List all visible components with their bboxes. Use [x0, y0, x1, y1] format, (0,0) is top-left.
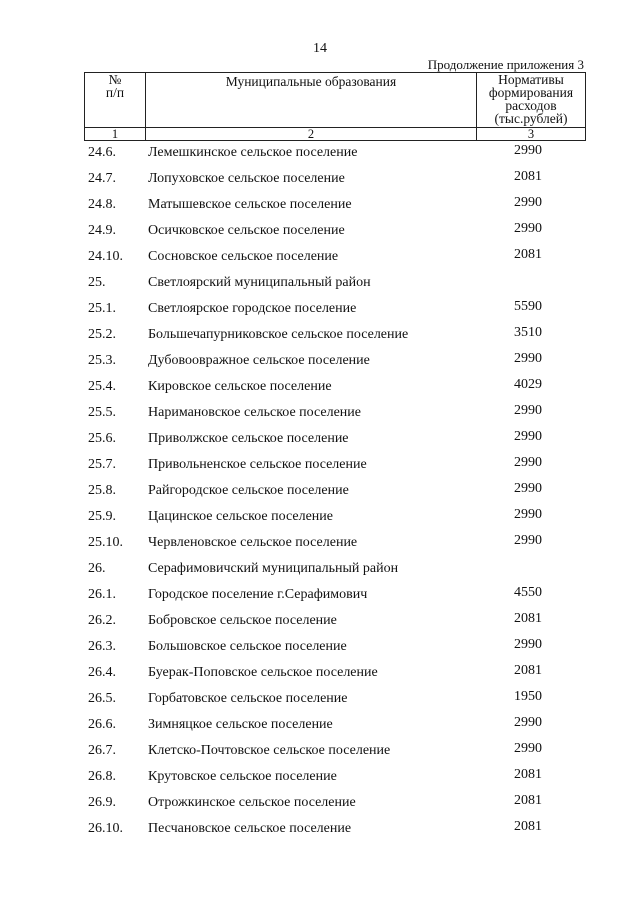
table-body [0, 140, 640, 842]
row-municipality-name: Дубовоовражное сельское поселение [148, 353, 370, 368]
table-row [0, 530, 640, 556]
row-norm-value: 2081 [514, 169, 542, 184]
row-norm-value: 4029 [514, 377, 542, 392]
row-norm-value: 2081 [514, 611, 542, 626]
table-row [0, 244, 640, 270]
row-norm-value: 2990 [514, 481, 542, 496]
table-row [0, 764, 640, 790]
row-norm-value: 5590 [514, 299, 542, 314]
table-row [0, 816, 640, 842]
row-number: 26.10. [88, 821, 123, 836]
table-row [0, 634, 640, 660]
row-norm-value: 4550 [514, 585, 542, 600]
row-municipality-name: Большовское сельское поселение [148, 639, 347, 654]
page-number: 14 [313, 41, 327, 56]
continuation-label: Продолжение приложения 3 [427, 57, 584, 72]
table-row [0, 270, 640, 296]
row-number: 26.4. [88, 665, 116, 680]
row-number: 25.5. [88, 405, 116, 420]
row-number: 26.3. [88, 639, 116, 654]
row-municipality-name: Привольненское сельское поселение [148, 457, 367, 472]
row-number: 25.4. [88, 379, 116, 394]
row-number: 24.7. [88, 171, 116, 186]
row-norm-value: 2990 [514, 637, 542, 652]
column-index-2: 2 [146, 128, 477, 141]
row-number: 26.1. [88, 587, 116, 602]
row-number: 26.7. [88, 743, 116, 758]
row-norm-value: 2990 [514, 143, 542, 158]
table-row [0, 686, 640, 712]
column-header-value [477, 73, 586, 128]
row-municipality-name: Светлоярский муниципальный район [148, 275, 371, 290]
table-row [0, 348, 640, 374]
table-row [0, 192, 640, 218]
table-header-row [85, 73, 586, 128]
row-municipality-name: Песчановское сельское поселение [148, 821, 352, 836]
row-municipality-name: Сосновское сельское поселение [148, 249, 339, 264]
row-municipality-name: Крутовское сельское поселение [148, 769, 337, 784]
table-row [0, 400, 640, 426]
row-number: 26.2. [88, 613, 116, 628]
row-municipality-name: Горбатовское сельское поселение [148, 691, 348, 706]
row-municipality-name: Бобровское сельское поселение [148, 613, 337, 628]
row-municipality-name: Городское поселение г.Серафимович [148, 587, 368, 602]
row-municipality-name: Райгородское сельское поселение [148, 483, 349, 498]
row-number: 25.3. [88, 353, 116, 368]
row-number: 24.10. [88, 249, 123, 264]
row-norm-value: 2990 [514, 351, 542, 366]
table-row [0, 738, 640, 764]
row-norm-value: 2990 [514, 429, 542, 444]
column-header-value-text: Нормативы формирования расходов (тыс.рублей) [488, 72, 574, 126]
row-number: 25. [88, 275, 106, 290]
row-municipality-name: Большечапурниковское сельское поселение [148, 327, 409, 342]
table-index-row [85, 128, 586, 141]
row-norm-value: 2081 [514, 793, 542, 808]
table-row [0, 374, 640, 400]
row-norm-value: 2990 [514, 507, 542, 522]
row-municipality-name: Лопуховское сельское поселение [148, 171, 345, 186]
row-norm-value: 2990 [514, 741, 542, 756]
column-header-number [85, 73, 146, 128]
row-municipality-name: Серафимовичский муниципальный район [148, 561, 399, 576]
row-municipality-name: Лемешкинское сельское поселение [148, 145, 358, 160]
row-number: 25.7. [88, 457, 116, 472]
row-number: 26.6. [88, 717, 116, 732]
row-municipality-name: Приволжское сельское поселение [148, 431, 349, 446]
table-row [0, 140, 640, 166]
table-row [0, 166, 640, 192]
row-municipality-name: Наримановское сельское поселение [148, 405, 362, 420]
column-header-name-text: Муниципальные образования [225, 74, 397, 89]
row-norm-value: 2990 [514, 221, 542, 236]
row-municipality-name: Цацинское сельское поселение [148, 509, 333, 524]
row-norm-value: 2081 [514, 663, 542, 678]
row-municipality-name: Светлоярское городское поселение [148, 301, 357, 316]
column-header-number-text: № п/п [105, 72, 125, 100]
row-number: 24.6. [88, 145, 116, 160]
row-norm-value: 2990 [514, 715, 542, 730]
table-row [0, 790, 640, 816]
row-number: 25.10. [88, 535, 123, 550]
row-municipality-name: Зимняцкое сельское поселение [148, 717, 333, 732]
row-norm-value: 2081 [514, 247, 542, 262]
table-row [0, 556, 640, 582]
row-municipality-name: Кировское сельское поселение [148, 379, 332, 394]
table-row [0, 478, 640, 504]
row-municipality-name: Отрожкинское сельское поселение [148, 795, 356, 810]
table-row [0, 322, 640, 348]
row-number: 25.2. [88, 327, 116, 342]
row-norm-value: 2990 [514, 403, 542, 418]
row-norm-value: 2081 [514, 767, 542, 782]
row-number: 24.9. [88, 223, 116, 238]
row-norm-value: 2990 [514, 533, 542, 548]
row-number: 26.9. [88, 795, 116, 810]
table-row [0, 296, 640, 322]
column-index-3: 3 [477, 128, 586, 141]
row-number: 26.8. [88, 769, 116, 784]
row-number: 25.6. [88, 431, 116, 446]
table-row [0, 504, 640, 530]
row-municipality-name: Клетско-Почтовское сельское поселение [148, 743, 391, 758]
table-row [0, 582, 640, 608]
row-norm-value: 2990 [514, 195, 542, 210]
row-norm-value: 3510 [514, 325, 542, 340]
table-row [0, 660, 640, 686]
row-municipality-name: Червленовское сельское поселение [148, 535, 358, 550]
row-number: 26.5. [88, 691, 116, 706]
row-norm-value: 1950 [514, 689, 542, 704]
table-row [0, 218, 640, 244]
row-municipality-name: Осичковское сельское поселение [148, 223, 345, 238]
row-number: 24.8. [88, 197, 116, 212]
row-number: 25.8. [88, 483, 116, 498]
row-norm-value: 2990 [514, 455, 542, 470]
column-header-name [146, 73, 477, 128]
row-municipality-name: Буерак-Поповское сельское поселение [148, 665, 378, 680]
table-row [0, 426, 640, 452]
row-municipality-name: Матышевское сельское поселение [148, 197, 352, 212]
table-row [0, 608, 640, 634]
row-number: 25.1. [88, 301, 116, 316]
row-number: 25.9. [88, 509, 116, 524]
table-header [84, 72, 586, 141]
row-number: 26. [88, 561, 106, 576]
table-row [0, 452, 640, 478]
table-row [0, 712, 640, 738]
column-index-1: 1 [85, 128, 146, 141]
row-norm-value: 2081 [514, 819, 542, 834]
